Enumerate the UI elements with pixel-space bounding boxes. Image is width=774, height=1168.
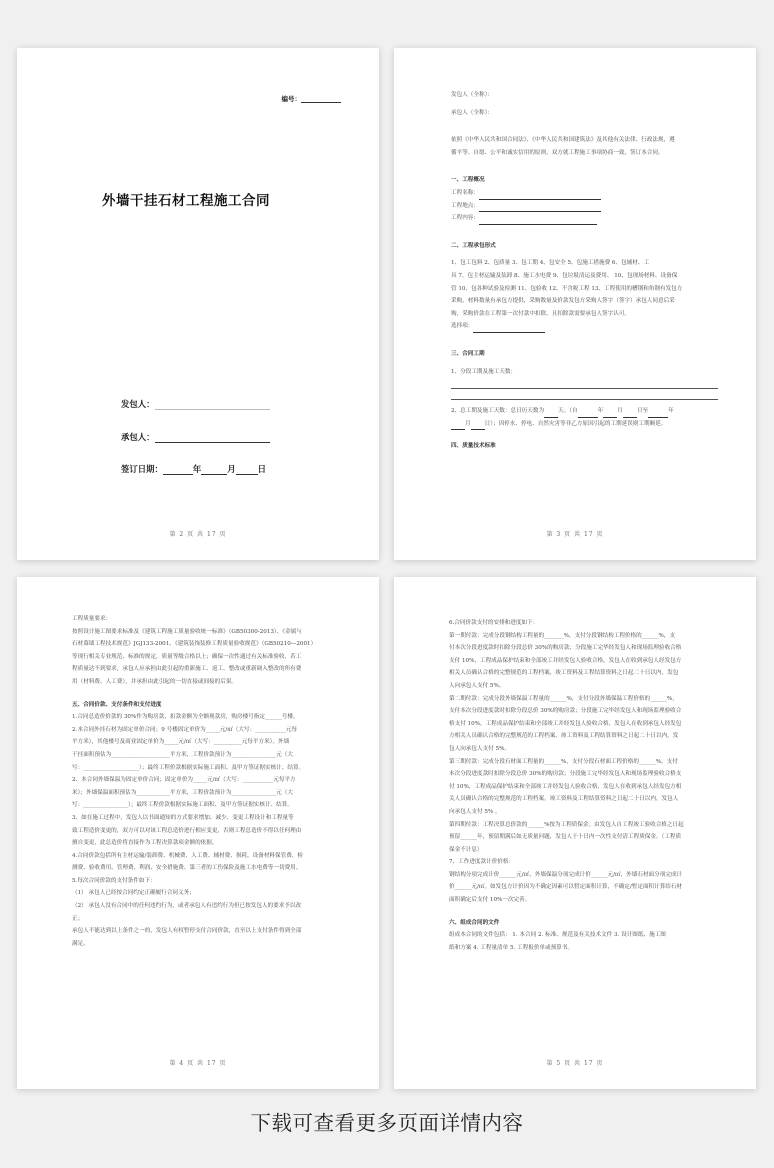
contract-cover-page bbox=[17, 48, 379, 560]
contract-page-3 bbox=[394, 48, 756, 560]
employer-blank bbox=[155, 400, 270, 410]
contractor-blank bbox=[155, 433, 270, 443]
contract-page-4 bbox=[17, 577, 379, 1089]
page-number: 第 4 页 共 17 页 bbox=[169, 1060, 227, 1067]
page-body: 发包人（全称）： 承包人（全称）： 依照《中华人民共和国合同法》、《中华人民共和国建筑法》及其他有关法律、行政法规，遵 循平等、自愿、公平和诚实信用的原则，双方就工程施工事项协商一致，签订本合同。 一、工程概况 工程名称： 工程地点： 工程内容： 二、工程承包形式 1、包工包料 2、包质量 3、包工期 4、包安全 5、包施工措施费 6、包辅材、工 具 7、包主材运输及装卸 8、施工水电费 9、包垃圾清运及费用、 10、包现场材料、设备保 管 10、包各种试验及检测 11、包验收 12、不含税工程 13、工程使用的槽钢和角钢有发包方 采购，材料数量有承包方提供，采购数量及价款发包方采购人签字（签字）承包人同意后采 购，采购价款在工程第一次付款中扣除，且扣除款需要承包人签字认可。 选择项： 三、合同工期 1、分段工期及施工天数： 2、总工期及施工天数：总日历天数为 天。（自 年 月 日至 年 月 日）；因停水、停电、自然灾害等非乙方原因引起的工期延误则工期顺延。 四、质量技术标准 bbox=[451, 89, 718, 453]
download-caption: 下载可查看更多页面详情内容 bbox=[250, 1111, 524, 1135]
contract-page-5 bbox=[394, 577, 756, 1089]
employer-field: 发包人： bbox=[121, 398, 270, 410]
section-heading: 一、工程概况 bbox=[451, 177, 485, 184]
contract-number: 编号： bbox=[282, 94, 342, 103]
number-blank bbox=[301, 94, 341, 103]
contractor-field: 承包人： bbox=[121, 431, 270, 443]
page-number: 第 5 页 共 17 页 bbox=[546, 1060, 604, 1067]
contract-title: 外墙干挂石材工程施工合同 bbox=[102, 193, 270, 209]
section-heading: 四、质量技术标准 bbox=[451, 443, 496, 450]
section-heading: 三、合同工期 bbox=[451, 350, 485, 357]
page-body: 6.合同价款支付的安排和进度如下： 第一期付款：完成分段钢结构工程量的_______%，支付分段钢结构工程价格的______%，支 付本次分段进度款时扣除分段总价 30%的购房款；分段施工完毕经发包人和现场监理验收合格 支付 10%，工程成品保护结束和全部竣工并经发包人验收合格，发包人在收到承包人经发包方 相关人员确认合格的完整规范的工程档案，竣工资料及工程结算资料之日起二十日以内，发包 人向承包人支付 5%。 第二期付款：完成分段外墙保温工程量的______%，支付分段外墙保温工程价格的______%， 支付本次分段进度款时扣除分段总价 30%的购房款；分段施工完毕经发包人和现场监理验收合 格支付 10%，工程成品保护结束和全部竣工并经发包人验收合格，发包人在收到承包人经发包 方相关人员确认合格的完整规范的工程档案、竣工资料及工程结算资料之日起二十日以内，发 包人向承包人支付 5%。 第三期付款：完成分段石材面工程量的______%，支付分段石材面工程价格的______%，支付 本次分段进度款时扣除分段总价 30%的购房款；分段施工完毕经发包人和现场监理验收合格支 付 10%，工程成品保护结束和全部竣工并经发包人验收合格，发包人在收到承包人经发包方相 关人员确认合格的完整规范的工程档案，竣工资料及工程结算资料之日起二十日以内，发包人 向承包人支付 5% 。 第四期付款：工程决算总价款的______%按为工程质保金。由发包人自工程竣工验收合格之日起 预留______年，预留期满后如无质量问题，发包人于十日内一次性支付清工程质保金。（工程质 保金不计息） 7、工作进度款计价价格： 钢结构分项完成计价______元/㎡，外墙保温分项完成计价______元/㎡，外墙石材面分项完成计 价______元/㎡。如发包方计价因为不确定因素可以暂定面积计算，不确定/暂定面积计算给石材 面积确定后支付 10%一次完善。 六、组成合同的文件 组成本合同的文件包括： 1. 本合同 2. 标准、规范及有关技术文件 3. 设计图纸、施工图 纸和方案 4. 工程量清单 5. 工程报价单或预算书。 bbox=[449, 617, 718, 954]
page-number: 第 2 页 共 17 页 bbox=[169, 531, 227, 538]
watermark bbox=[140, 480, 155, 506]
section-heading: 五、合同价款、支付条件和支付进度 bbox=[72, 701, 162, 708]
section-heading: 六、组成合同的文件 bbox=[449, 919, 500, 926]
page-number: 第 3 页 共 17 页 bbox=[546, 531, 604, 538]
page-body: 工程质量要求： 按照设计施工图要求标准及《建筑工程施工质量验收统一标准》（GB50300-2013）、《金属与 石材幕墙工程技术规范》JGJ133-2001、《建筑装饰装修工程质量验收规范》（GB50210—2001） 等现行相关专业规范、标准的规定，质量等级合格以上；确保一次性通过有关标准验收，若工 程质量达不到要求，承包人应承担由此引起的重新施工、返工、整改或重新调入整改的所有费 用（材料费、人工费），并承担由此引起的一切直接或间接的后果。 五、合同价款、支付条件和支付进度 1.合同总造价价款的 30%作为购房款，扣款金额为全额现款房，购房楼号指定______号楼。 2.本合同外挂石材为固定单价合同；9 号楼固定单价为_____元/㎡（大写：___________元每 平方米），其他楼号及商业固定单价为_____元/㎡（大写：__________元每平方米）。外墙 干挂面积预估为_____________________平方米，工程价款预计为________________元（大 写：____________________）；最终工程价款根据实际施工面积、及甲方签证据实核计、结算。 2、本合同外墙保温为固定单价合同；固定单价为_____元/㎡（大写：___________元每平方 米）；外墙保温面积预估为____________平方米，工程价款预计为________________元（大 写：________________）；最终工程价款根据实际施工面积、及甲方签证据实核计、结算。 3、如在施工过程中，发包人以书面通知的方式要求增加、减少、变更工程设计和工程量等 致工程造价变更的，双方可以对该工程总造价进行相应变更，否则工程总造价不得以任何理由 擅自变更，此总造价将直接作为工程决算款项金额的依据。 4.合同价款包括所有主材运输/装卸费、机械费、人工费、辅材费、损耗、设备材料保管费、检 测费、验收费用、管理费、利润、安全措施费、第三者的工伤保险及施工水电费等一切费用。 5.每次合同价款的支付条件如下： （1） 承包人已经按合同约定正确履行合同义务； （2） 承包人没有合同中的任何违约行为，或者承包人有违约行为但已按发包人的要求予以改 正； 承包人不能达到以上条件之一的，发包人有权暂停支付合同价款，直至以上支付条件得到全部 满足。 bbox=[72, 613, 341, 950]
sign-date-field: 签订日期： 年 月 日 bbox=[121, 464, 266, 474]
section-heading: 二、工程承包形式 bbox=[451, 242, 496, 249]
